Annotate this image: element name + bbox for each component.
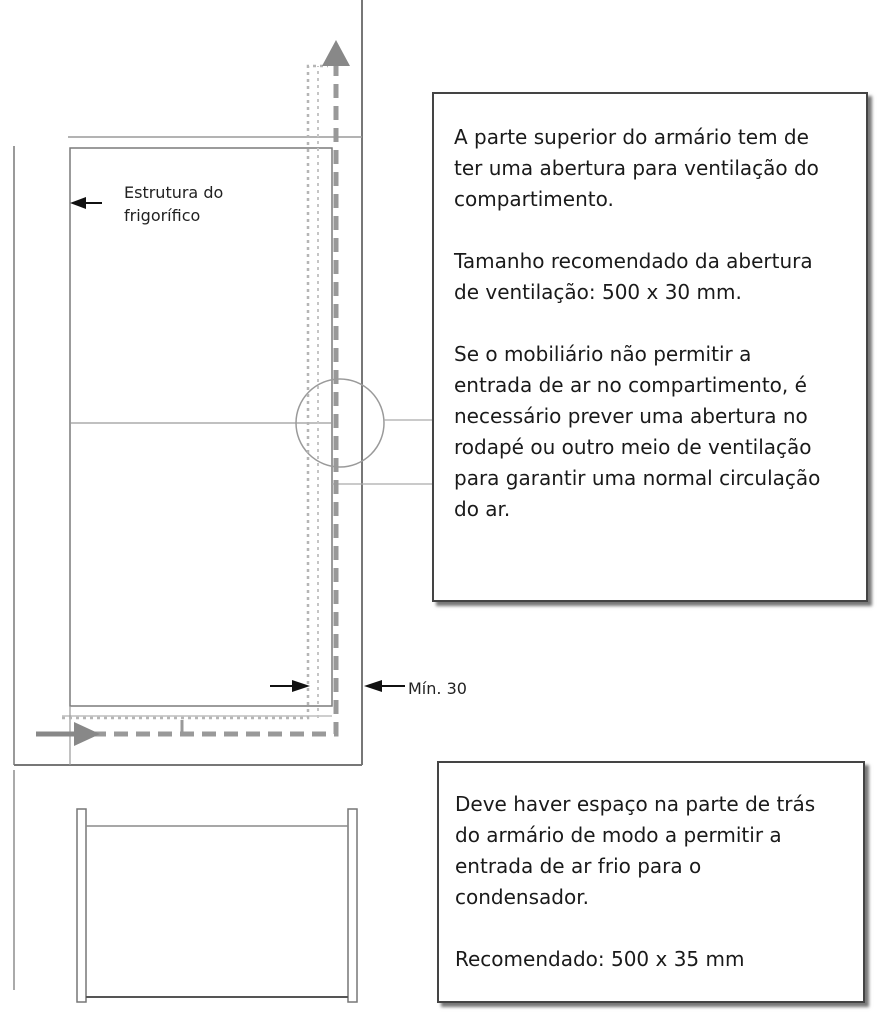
lower-right-panel [348, 809, 357, 1002]
top-note-line: A parte superior do armário tem de [454, 125, 809, 149]
bottom-note-line: condensador. [455, 885, 589, 909]
rear-ventilation-note [437, 761, 865, 1003]
top-note-line: Tamanho recomendado da abertura [454, 249, 813, 273]
bottom-note-line: Recomendado: 500 x 35 mm [455, 947, 745, 971]
top-note-line: entrada de ar no compartimento, é [454, 373, 807, 397]
min-gap-right-arrow-icon [364, 680, 382, 692]
top-note-line: para garantir uma normal circulação [454, 466, 821, 490]
airflow-dotted-path [62, 66, 328, 718]
top-note-line: ter uma abertura para ventilação do [454, 156, 819, 180]
airflow-dashed-path [70, 64, 336, 734]
fridge-structure-arrow-icon [70, 197, 86, 209]
fridge-body [70, 148, 332, 706]
fridge-structure-label-line1: Estrutura do [124, 183, 224, 202]
bottom-note-line: entrada de ar frio para o [455, 854, 702, 878]
top-ventilation-note [432, 92, 868, 602]
top-note-line: Se o mobiliário não permitir a [454, 342, 752, 366]
airflow-in-arrow-icon [74, 722, 100, 746]
fridge-structure-label-line2: frigorífico [124, 206, 201, 225]
fridge-structure-label [124, 181, 223, 227]
top-note-line: de ventilação: 500 x 30 mm. [454, 280, 742, 304]
top-note-line: rodapé ou outro meio de ventilação [454, 435, 812, 459]
min-gap-label: Mín. 30 [408, 679, 467, 698]
bottom-note-line: Deve haver espaço na parte de trás [455, 792, 816, 816]
top-note-line: do ar. [454, 497, 511, 521]
bottom-note-line: do armário de modo a permitir a [455, 823, 782, 847]
lower-left-panel [77, 809, 86, 1002]
top-note-line: compartimento. [454, 187, 614, 211]
airflow-up-arrow-icon [322, 40, 350, 66]
top-note-line: necessário prever uma abertura no [454, 404, 808, 428]
